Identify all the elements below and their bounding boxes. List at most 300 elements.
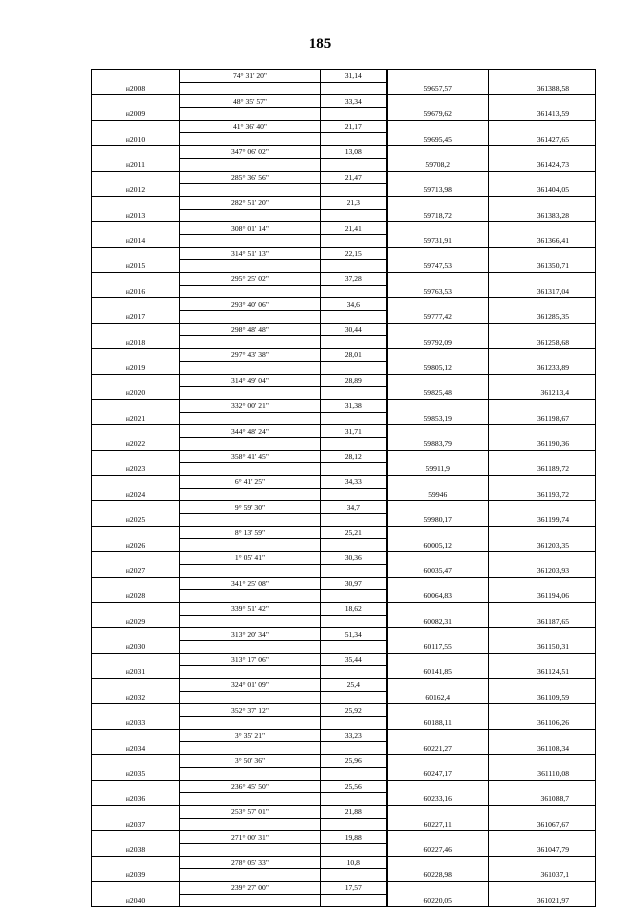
point-name-cell: н2028 [92, 590, 180, 603]
empty-cell [489, 70, 596, 83]
segment-length-cell: 34,33 [321, 476, 387, 489]
empty-cell [92, 831, 180, 844]
empty-cell [180, 108, 321, 121]
y-coordinate-cell: 361109,59 [489, 691, 596, 704]
empty-cell [180, 514, 321, 527]
empty-cell [387, 602, 489, 615]
empty-cell [321, 387, 387, 400]
segment-row [92, 856, 596, 869]
empty-cell [489, 425, 596, 438]
point-row [92, 793, 596, 806]
segment-length-cell: 34,7 [321, 501, 387, 514]
y-coordinate-cell: 361213,4 [489, 387, 596, 400]
empty-cell [92, 628, 180, 641]
empty-cell [489, 222, 596, 235]
point-name-cell: н2038 [92, 843, 180, 856]
point-row [92, 133, 596, 146]
empty-cell [321, 488, 387, 501]
empty-cell [387, 298, 489, 311]
empty-cell [321, 514, 387, 527]
x-coordinate-cell: 59679,62 [387, 108, 489, 121]
empty-cell [321, 640, 387, 653]
empty-cell [321, 717, 387, 730]
empty-cell [180, 361, 321, 374]
point-row [92, 285, 596, 298]
direction-angle-cell: 352° 37' 12" [180, 704, 321, 717]
empty-cell [180, 666, 321, 679]
empty-cell [180, 539, 321, 552]
point-row [92, 234, 596, 247]
empty-cell [387, 780, 489, 793]
empty-cell [321, 311, 387, 324]
segment-row [92, 704, 596, 717]
segment-length-cell: 28,01 [321, 349, 387, 362]
empty-cell [321, 234, 387, 247]
direction-angle-cell: 6° 41' 25" [180, 476, 321, 489]
empty-cell [92, 501, 180, 514]
point-row [92, 514, 596, 527]
empty-cell [92, 399, 180, 412]
direction-angle-cell: 282° 51' 20" [180, 196, 321, 209]
empty-cell [92, 882, 180, 895]
empty-cell [387, 399, 489, 412]
segment-row [92, 805, 596, 818]
segment-row [92, 882, 596, 895]
point-row [92, 437, 596, 450]
empty-cell [387, 196, 489, 209]
empty-cell [387, 476, 489, 489]
point-row [92, 564, 596, 577]
x-coordinate-cell: 59980,17 [387, 514, 489, 527]
x-coordinate-cell: 59883,79 [387, 437, 489, 450]
point-row [92, 615, 596, 628]
empty-cell [180, 691, 321, 704]
point-name-cell: н2008 [92, 82, 180, 95]
empty-cell [489, 273, 596, 286]
empty-cell [92, 526, 180, 539]
point-row [92, 311, 596, 324]
direction-angle-cell: 313° 17' 06" [180, 653, 321, 666]
point-name-cell: н2017 [92, 311, 180, 324]
segment-row [92, 729, 596, 742]
point-row [92, 640, 596, 653]
empty-cell [92, 450, 180, 463]
empty-cell [321, 412, 387, 425]
point-row [92, 742, 596, 755]
x-coordinate-cell: 59805,12 [387, 361, 489, 374]
x-coordinate-cell: 59657,57 [387, 82, 489, 95]
segment-row [92, 399, 596, 412]
segment-length-cell: 17,57 [321, 882, 387, 895]
y-coordinate-cell: 361124,51 [489, 666, 596, 679]
empty-cell [92, 374, 180, 387]
empty-cell [387, 704, 489, 717]
empty-cell [321, 463, 387, 476]
empty-cell [321, 539, 387, 552]
x-coordinate-cell: 59695,45 [387, 133, 489, 146]
empty-cell [321, 742, 387, 755]
direction-angle-cell: 295° 25' 02" [180, 273, 321, 286]
x-coordinate-cell: 59911,9 [387, 463, 489, 476]
x-coordinate-cell: 60220,05 [387, 894, 489, 907]
point-name-cell: н2031 [92, 666, 180, 679]
x-coordinate-cell: 59792,09 [387, 336, 489, 349]
segment-row [92, 476, 596, 489]
segment-row [92, 273, 596, 286]
empty-cell [321, 869, 387, 882]
empty-cell [180, 818, 321, 831]
direction-angle-cell: 358° 41' 45" [180, 450, 321, 463]
empty-cell [387, 679, 489, 692]
empty-cell [387, 501, 489, 514]
point-name-cell: н2018 [92, 336, 180, 349]
segment-length-cell: 25,96 [321, 755, 387, 768]
empty-cell [321, 260, 387, 273]
empty-cell [387, 628, 489, 641]
empty-cell [180, 742, 321, 755]
point-row [92, 387, 596, 400]
segment-row [92, 679, 596, 692]
point-name-cell: н2016 [92, 285, 180, 298]
empty-cell [180, 488, 321, 501]
empty-cell [489, 679, 596, 692]
page-number: 185 [308, 36, 332, 52]
empty-cell [180, 82, 321, 95]
point-name-cell: н2013 [92, 209, 180, 222]
segment-length-cell: 21,17 [321, 120, 387, 133]
x-coordinate-cell: 60221,27 [387, 742, 489, 755]
empty-cell [180, 336, 321, 349]
empty-cell [321, 209, 387, 222]
x-coordinate-cell: 60162,4 [387, 691, 489, 704]
empty-cell [387, 755, 489, 768]
x-coordinate-cell: 59853,19 [387, 412, 489, 425]
direction-angle-cell: 344° 48' 24" [180, 425, 321, 438]
segment-row [92, 298, 596, 311]
y-coordinate-cell: 361383,28 [489, 209, 596, 222]
empty-cell [321, 590, 387, 603]
point-name-cell: н2022 [92, 437, 180, 450]
empty-cell [387, 374, 489, 387]
y-coordinate-cell: 361150,31 [489, 640, 596, 653]
direction-angle-cell: 341° 25' 08" [180, 577, 321, 590]
direction-angle-cell: 278° 05' 33" [180, 856, 321, 869]
segment-length-cell: 30,44 [321, 323, 387, 336]
point-row [92, 767, 596, 780]
y-coordinate-cell: 361199,74 [489, 514, 596, 527]
x-coordinate-cell: 59747,53 [387, 260, 489, 273]
x-coordinate-cell: 60247,17 [387, 767, 489, 780]
empty-cell [489, 805, 596, 818]
x-coordinate-cell: 60233,16 [387, 793, 489, 806]
survey-coordinates-table [91, 69, 596, 907]
direction-angle-cell: 297° 43' 38" [180, 349, 321, 362]
segment-row [92, 349, 596, 362]
point-row [92, 539, 596, 552]
empty-cell [489, 729, 596, 742]
point-name-cell: н2035 [92, 767, 180, 780]
empty-cell [92, 425, 180, 438]
empty-cell [489, 146, 596, 159]
empty-cell [92, 704, 180, 717]
segment-length-cell: 28,89 [321, 374, 387, 387]
empty-cell [92, 273, 180, 286]
segment-row [92, 755, 596, 768]
point-name-cell: н2019 [92, 361, 180, 374]
x-coordinate-cell: 59825,48 [387, 387, 489, 400]
x-coordinate-cell: 60005,12 [387, 539, 489, 552]
y-coordinate-cell: 361088,7 [489, 793, 596, 806]
empty-cell [92, 95, 180, 108]
empty-cell [321, 767, 387, 780]
direction-angle-cell: 332° 00' 21" [180, 399, 321, 412]
empty-cell [180, 767, 321, 780]
segment-row [92, 831, 596, 844]
point-name-cell: н2024 [92, 488, 180, 501]
empty-cell [180, 590, 321, 603]
x-coordinate-cell: 60228,98 [387, 869, 489, 882]
empty-cell [180, 285, 321, 298]
point-name-cell: н2025 [92, 514, 180, 527]
point-row [92, 691, 596, 704]
y-coordinate-cell: 361413,59 [489, 108, 596, 121]
segment-length-cell: 30,36 [321, 552, 387, 565]
empty-cell [92, 856, 180, 869]
y-coordinate-cell: 361106,26 [489, 717, 596, 730]
segment-row [92, 780, 596, 793]
empty-cell [489, 298, 596, 311]
empty-cell [387, 323, 489, 336]
point-name-cell: н2009 [92, 108, 180, 121]
x-coordinate-cell: 59713,98 [387, 184, 489, 197]
segment-length-cell: 31,71 [321, 425, 387, 438]
segment-row [92, 628, 596, 641]
empty-cell [387, 577, 489, 590]
empty-cell [92, 653, 180, 666]
y-coordinate-cell: 361285,35 [489, 311, 596, 324]
empty-cell [321, 691, 387, 704]
empty-cell [180, 564, 321, 577]
point-name-cell: н2021 [92, 412, 180, 425]
segment-row [92, 196, 596, 209]
empty-cell [489, 602, 596, 615]
x-coordinate-cell: 59731,91 [387, 234, 489, 247]
y-coordinate-cell: 361189,72 [489, 463, 596, 476]
empty-cell [321, 82, 387, 95]
segment-length-cell: 19,88 [321, 831, 387, 844]
empty-cell [321, 564, 387, 577]
direction-angle-cell: 239° 27' 00" [180, 882, 321, 895]
point-name-cell: н2039 [92, 869, 180, 882]
point-name-cell: н2034 [92, 742, 180, 755]
segment-row [92, 602, 596, 615]
point-row [92, 666, 596, 679]
point-row [92, 260, 596, 273]
empty-cell [489, 577, 596, 590]
y-coordinate-cell: 361427,65 [489, 133, 596, 146]
empty-cell [387, 70, 489, 83]
x-coordinate-cell: 60064,83 [387, 590, 489, 603]
x-coordinate-cell: 59718,72 [387, 209, 489, 222]
empty-cell [489, 552, 596, 565]
direction-angle-cell: 48° 35' 57" [180, 95, 321, 108]
empty-cell [321, 108, 387, 121]
direction-angle-cell: 347° 06' 02" [180, 146, 321, 159]
segment-length-cell: 21,88 [321, 805, 387, 818]
segment-row [92, 171, 596, 184]
empty-cell [92, 349, 180, 362]
empty-cell [321, 793, 387, 806]
empty-cell [321, 184, 387, 197]
empty-cell [92, 729, 180, 742]
point-row [92, 158, 596, 171]
segment-length-cell: 25,4 [321, 679, 387, 692]
empty-cell [489, 882, 596, 895]
empty-cell [489, 628, 596, 641]
empty-cell [92, 476, 180, 489]
segment-row [92, 120, 596, 133]
empty-cell [92, 780, 180, 793]
empty-cell [489, 856, 596, 869]
empty-cell [489, 323, 596, 336]
empty-cell [92, 298, 180, 311]
empty-cell [180, 260, 321, 273]
segment-row [92, 222, 596, 235]
segment-row [92, 526, 596, 539]
direction-angle-cell: 314° 49' 04" [180, 374, 321, 387]
direction-angle-cell: 74° 31' 20" [180, 70, 321, 83]
segment-row [92, 425, 596, 438]
direction-angle-cell: 9° 59' 30" [180, 501, 321, 514]
empty-cell [489, 653, 596, 666]
empty-cell [321, 133, 387, 146]
empty-cell [92, 196, 180, 209]
empty-cell [387, 729, 489, 742]
segment-length-cell: 25,56 [321, 780, 387, 793]
segment-row [92, 552, 596, 565]
empty-cell [321, 843, 387, 856]
empty-cell [321, 437, 387, 450]
segment-length-cell: 21,47 [321, 171, 387, 184]
empty-cell [489, 501, 596, 514]
point-row [92, 184, 596, 197]
y-coordinate-cell: 361037,1 [489, 869, 596, 882]
point-name-cell: н2010 [92, 133, 180, 146]
direction-angle-cell: 41° 36' 40" [180, 120, 321, 133]
y-coordinate-cell: 361047,79 [489, 843, 596, 856]
empty-cell [489, 399, 596, 412]
direction-angle-cell: 298° 48' 48" [180, 323, 321, 336]
empty-cell [92, 120, 180, 133]
empty-cell [489, 755, 596, 768]
empty-cell [180, 717, 321, 730]
y-coordinate-cell: 361193,72 [489, 488, 596, 501]
empty-cell [387, 273, 489, 286]
empty-cell [387, 171, 489, 184]
point-row [92, 869, 596, 882]
y-coordinate-cell: 361233,89 [489, 361, 596, 374]
segment-row [92, 374, 596, 387]
empty-cell [321, 336, 387, 349]
point-name-cell: н2040 [92, 894, 180, 907]
empty-cell [180, 463, 321, 476]
point-name-cell: н2027 [92, 564, 180, 577]
segment-length-cell: 13,08 [321, 146, 387, 159]
y-coordinate-cell: 361198,67 [489, 412, 596, 425]
empty-cell [92, 577, 180, 590]
empty-cell [92, 679, 180, 692]
point-name-cell: н2037 [92, 818, 180, 831]
point-name-cell: н2032 [92, 691, 180, 704]
empty-cell [92, 805, 180, 818]
x-coordinate-cell: 59946 [387, 488, 489, 501]
empty-cell [489, 374, 596, 387]
point-name-cell: н2030 [92, 640, 180, 653]
point-row [92, 209, 596, 222]
point-name-cell: н2033 [92, 717, 180, 730]
empty-cell [180, 412, 321, 425]
empty-cell [489, 247, 596, 260]
direction-angle-cell: 236° 45' 50" [180, 780, 321, 793]
point-name-cell: н2023 [92, 463, 180, 476]
y-coordinate-cell: 361388,58 [489, 82, 596, 95]
empty-cell [180, 843, 321, 856]
x-coordinate-cell: 60141,85 [387, 666, 489, 679]
point-row [92, 336, 596, 349]
point-row [92, 590, 596, 603]
direction-angle-cell: 253° 57' 01" [180, 805, 321, 818]
empty-cell [92, 552, 180, 565]
empty-cell [387, 247, 489, 260]
y-coordinate-cell: 361194,06 [489, 590, 596, 603]
point-name-cell: н2036 [92, 793, 180, 806]
empty-cell [387, 120, 489, 133]
empty-cell [180, 133, 321, 146]
empty-cell [180, 209, 321, 222]
direction-angle-cell: 1° 05' 41" [180, 552, 321, 565]
empty-cell [180, 640, 321, 653]
point-name-cell: н2026 [92, 539, 180, 552]
direction-angle-cell: 293° 40' 06" [180, 298, 321, 311]
segment-length-cell: 31,38 [321, 399, 387, 412]
segment-length-cell: 28,12 [321, 450, 387, 463]
segment-row [92, 323, 596, 336]
empty-cell [92, 146, 180, 159]
x-coordinate-cell: 60188,11 [387, 717, 489, 730]
point-name-cell: н2029 [92, 615, 180, 628]
empty-cell [180, 184, 321, 197]
empty-cell [489, 171, 596, 184]
empty-cell [321, 615, 387, 628]
x-coordinate-cell: 60035,47 [387, 564, 489, 577]
segment-length-cell: 35,44 [321, 653, 387, 666]
point-row [92, 488, 596, 501]
segment-length-cell: 51,34 [321, 628, 387, 641]
point-name-cell: н2011 [92, 158, 180, 171]
empty-cell [92, 755, 180, 768]
empty-cell [387, 95, 489, 108]
point-name-cell: н2012 [92, 184, 180, 197]
direction-angle-cell: 271° 00' 31" [180, 831, 321, 844]
segment-row [92, 501, 596, 514]
empty-cell [387, 146, 489, 159]
empty-cell [387, 882, 489, 895]
empty-cell [489, 831, 596, 844]
x-coordinate-cell: 60082,31 [387, 615, 489, 628]
segment-length-cell: 25,92 [321, 704, 387, 717]
point-name-cell: н2020 [92, 387, 180, 400]
empty-cell [387, 222, 489, 235]
